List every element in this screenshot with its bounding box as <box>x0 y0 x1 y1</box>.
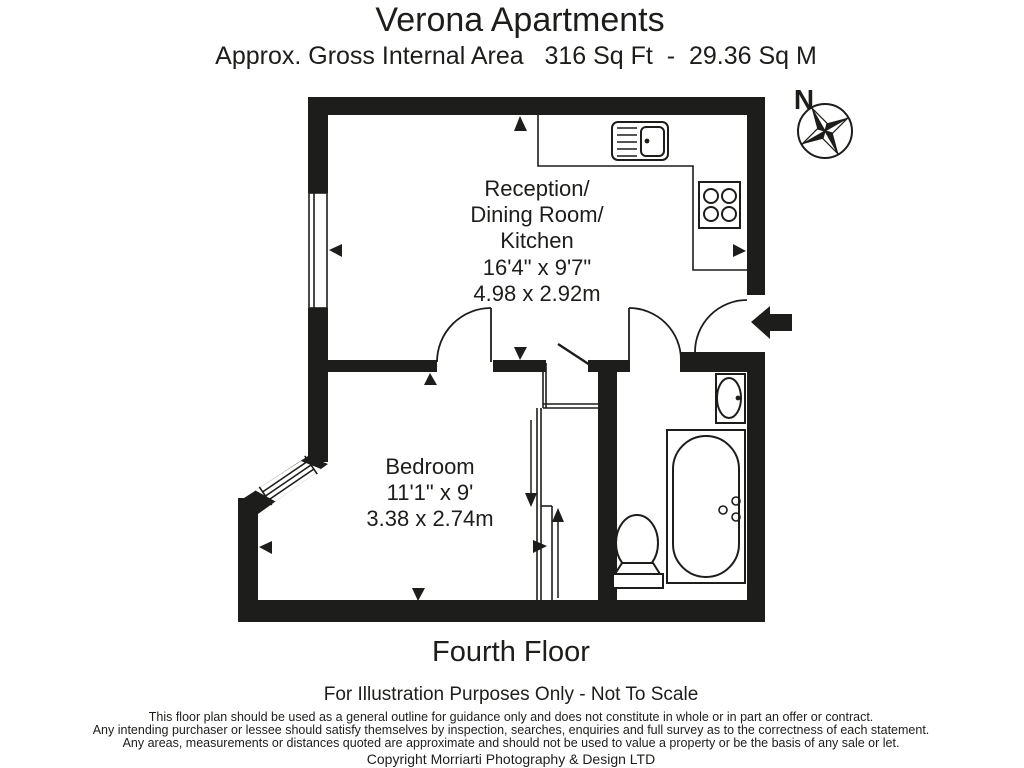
wall-left-mid <box>308 308 328 462</box>
door-bedroom <box>437 308 491 362</box>
marker-reception-bottom <box>514 347 527 360</box>
wall-left-upper <box>308 97 328 193</box>
wall-entrance-side <box>680 352 747 372</box>
disclaimer-line-1: This floor plan should be used as a general outline for guidance only and does not constitute in whole or in part an offer or contract. <box>148 710 874 724</box>
arrow-up-icon <box>552 508 564 598</box>
bedroom-name: Bedroom <box>385 454 475 479</box>
bathroom <box>613 374 745 588</box>
floor-label: Fourth Floor <box>432 636 590 668</box>
copyright-line: Copyright Morriarti Photography & Design LTD <box>366 751 656 767</box>
wall-right-lower <box>747 352 765 622</box>
bedroom-label <box>366 454 493 531</box>
bedroom-dims-imperial: 11'1" x 9' <box>386 480 474 505</box>
reception-label <box>470 176 604 306</box>
marker-reception-top <box>514 116 527 131</box>
area-line: Approx. Gross Internal Area 316 Sq Ft - 29.36 Sq M <box>215 42 817 70</box>
compass <box>794 84 852 158</box>
stair-shaft <box>525 408 564 600</box>
arrow-down-icon <box>525 420 537 507</box>
disclaimer-line-3: Any areas, measurements or distances quoted are approximate and should not be used to value a property or be the basis of any sale or let. <box>122 736 900 750</box>
marker-bedroom-bottom <box>412 588 425 601</box>
compass-rose-icon <box>798 104 852 158</box>
marker-reception-left <box>329 244 342 257</box>
hall-cupboard <box>543 344 598 408</box>
page-title: Verona Apartments <box>375 1 665 39</box>
cupboard-door-leaf <box>558 344 590 365</box>
door-bathroom <box>629 308 681 361</box>
marker-bedroom-top <box>424 373 437 385</box>
door-entrance <box>695 300 747 352</box>
floor-plan <box>238 97 792 622</box>
compass-north-label: N <box>793 84 815 115</box>
kitchen-sink <box>612 122 668 160</box>
marker-reception-right <box>733 244 746 257</box>
scale-note: For Illustration Purposes Only - Not To Scale <box>323 684 699 705</box>
entrance-arrow-icon <box>751 306 792 339</box>
bathtub <box>667 430 745 583</box>
reception-name-3: Kitchen <box>500 228 574 253</box>
footer <box>93 636 930 767</box>
wall-bottom <box>238 600 765 622</box>
marker-bedroom-left <box>259 541 272 554</box>
wall-reception-bottom-a <box>328 360 437 372</box>
wall-top <box>308 97 765 115</box>
toilet <box>613 515 663 588</box>
reception-dims-metric: 4.98 x 2.92m <box>473 281 601 306</box>
reception-dims-imperial: 16'4" x 9'7" <box>482 255 592 280</box>
reception-name-2: Dining Room/ <box>470 202 604 227</box>
wall-reception-bottom-b <box>493 360 546 372</box>
wall-right-upper <box>747 97 765 295</box>
reception-name-1: Reception/ <box>484 176 590 201</box>
wall-left-lower <box>238 498 258 602</box>
disclaimer-line-2: Any intending purchaser or lessee should satisfy themselves by inspection, searches, enquiries and full survey as to the correctness of each statement. <box>92 723 930 737</box>
basin <box>716 374 745 423</box>
marker-shaft-right <box>533 540 547 553</box>
header <box>215 1 817 70</box>
window-left <box>309 193 327 308</box>
hob <box>699 182 740 228</box>
bedroom-dims-metric: 3.38 x 2.74m <box>366 506 494 531</box>
wall-bathroom-left <box>598 363 617 600</box>
